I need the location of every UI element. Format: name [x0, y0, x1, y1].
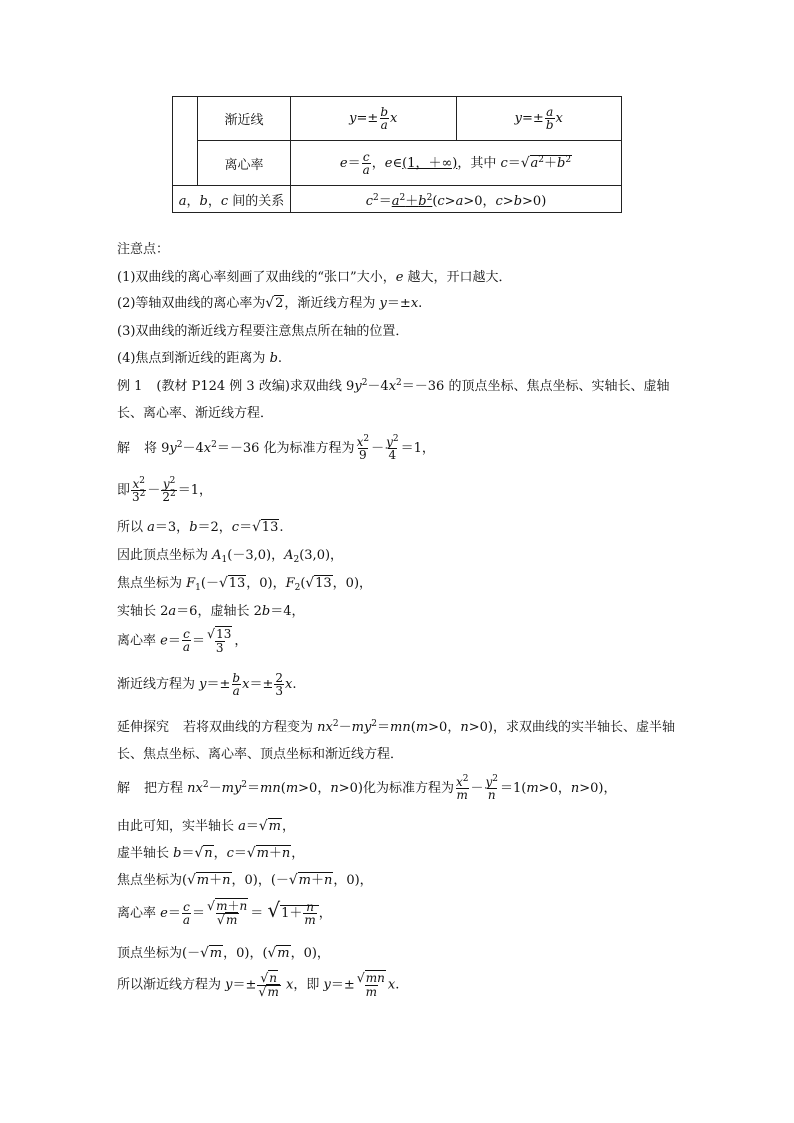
- solution-2-line-5: 离心率 e＝ $\frac{c}{a}$ ＝ $\frac{√m+n}{√m}$ ＝ √1＋ $\frac{n}{m}$ ，: [117, 898, 332, 927]
- merged-blank-cell: [173, 97, 198, 186]
- solution-1-line-1: [117, 436, 435, 461]
- note-2: (2)等轴双曲线的离心率为√2，渐近线方程为 y＝±x.: [117, 295, 423, 311]
- solution-2-line-3: 虚半轴长 b＝√n，c＝√m＋n，: [117, 845, 305, 861]
- solution-2-line-6: 顶点坐标为(－√m，0)，(√m，0)，: [117, 945, 330, 961]
- example-1-line-2: 长、离心率、渐近线方程．: [117, 406, 274, 421]
- solution-2-line-7: 所以渐近线方程为 y＝± $\frac{√n}{√m}$ x，即 y＝± $\frac{√mn}{m}$ x.: [117, 970, 400, 999]
- solution-1-line-7: 离心率 e＝ $\frac{c}{a}$ ＝ $\frac{√13}{3}$ ，: [117, 626, 248, 655]
- solution-2-line-4: 焦点坐标为(√m＋n，0)，(－√m＋n，0)，: [117, 872, 373, 888]
- example-1-text: (教材 P124 例 3 改编)求双曲线 $9y^2-4x^2=-36$ 的顶点坐标、焦点坐标、实轴长、虚轴: [156, 378, 670, 394]
- notes-title: 注意点：: [117, 242, 170, 257]
- note-4: (4)焦点到渐近线的距离为 b.: [117, 351, 283, 366]
- solution-2-line-1: [117, 776, 616, 801]
- solution-2-line-2: 由此可知，实半轴长 a＝√m，: [117, 818, 295, 834]
- solution-2-text: 把方程 $nx^2-my^2=mn(m>0$，n>0)化为标准方程为 $\frac{x^2}{m}$ － $\frac{y^2}{n}$ ＝1(m>0，n>0)，: [144, 774, 617, 802]
- asymptote-right-cell: [456, 97, 622, 141]
- note-3: (3)双曲线的渐近线方程要注意焦点所在轴的位置．: [117, 324, 409, 339]
- relation-label: [173, 186, 291, 213]
- solution-1-tag: 解: [117, 441, 131, 456]
- extension-line-2: 长、焦点坐标、离心率、顶点坐标和渐近线方程．: [117, 747, 404, 762]
- relation-formula: $c^2=a^2+b^2(c>a>0$，c>b>0): [365, 192, 547, 209]
- hyperbola-properties-table: [172, 96, 622, 213]
- example-1-tag: 例 1: [117, 379, 143, 394]
- asymptote-left-cell: [291, 97, 457, 141]
- solution-1-line-3: 所以 a＝3，b＝2，c＝√13.: [117, 519, 284, 535]
- solution-1-line-4: 因此顶点坐标为 $A_1(-3,0)$，$A_2(3,0)$，: [117, 548, 344, 565]
- note-1: (1)双曲线的离心率刻画了双曲线的“张口”大小，e 越大，开口越大．: [117, 270, 512, 285]
- extension-tag: 延伸探究: [117, 720, 170, 735]
- eccentricity-label: 离心率: [198, 141, 291, 186]
- solution-2-tag: 解: [117, 781, 131, 796]
- relation-cell: [291, 186, 622, 213]
- relation-label-text: a，b，c 间的关系: [178, 193, 285, 209]
- asymptote-label: 渐近线: [198, 97, 291, 141]
- solution-1-line-5: 焦点坐标为 $F_1(-√13$，0)，$F_2(√13$，0)，: [117, 575, 373, 593]
- solution-1-text: 将 $9y^2-4x^2=-36$ 化为标准方程为 $\frac{x^2}{9}$ － $\frac{y^2}{4}$ ＝1，: [144, 434, 435, 462]
- extension-text: 若将双曲线的方程变为 $nx^2-my^2=mn(m>0$，n>0)，求双曲线的实半轴长、虚半轴: [183, 719, 675, 735]
- eccentricity-formula: e＝ $\frac{c}{a}$ ，e∈(1，＋∞)，其中 $c=√a^2+b^2$: [339, 149, 572, 177]
- solution-1-line-2: 即 $\frac{x^2}{3^2}$ － $\frac{y^2}{2^2}$ ＝1，: [117, 476, 213, 504]
- extension-line-1: [117, 716, 675, 735]
- asymptote-left-formula: y=± $\frac{b}{a}$ x: [349, 105, 398, 132]
- solution-1-line-6: 实轴长 2a＝6，虚轴长 2b＝4，: [117, 604, 305, 619]
- example-1-line-1: [117, 375, 669, 394]
- solution-1-line-8: 渐近线方程为 y＝± $\frac{b}{a}$ x＝± $\frac{2}{3}$ x.: [117, 671, 297, 698]
- eccentricity-cell: [291, 141, 622, 186]
- asymptote-right-formula: y=± $\frac{a}{b}$ x: [514, 105, 563, 132]
